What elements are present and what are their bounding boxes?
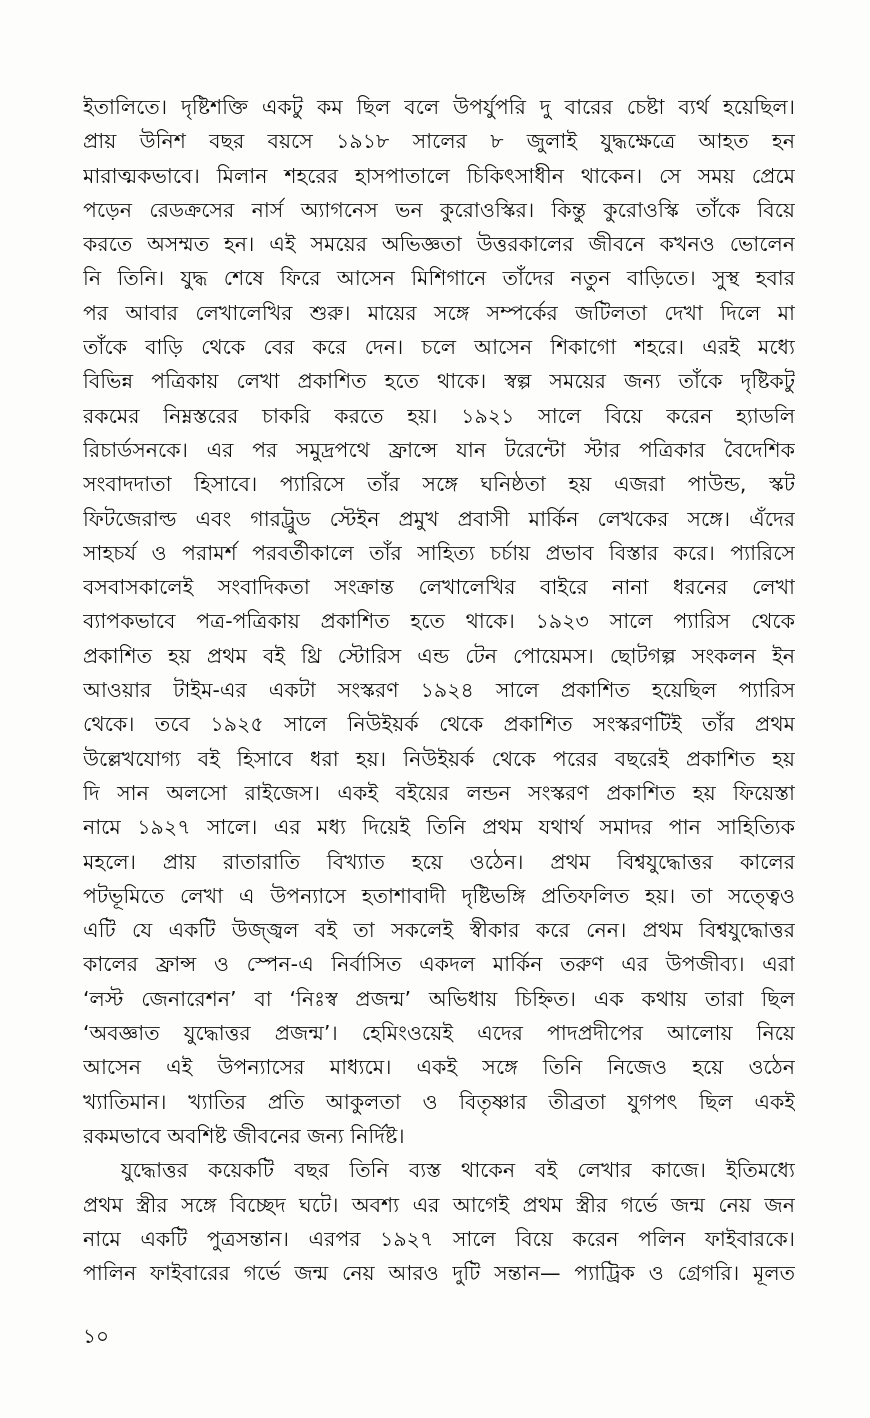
text-line: খ্যাতিমান। খ্যাতির প্রতি আকুলতা ও বিতৃষ্ণার তীব্রতা যুগপৎ ছিল একই [83, 1089, 795, 1114]
text-line: প্রথম স্ত্রীর সঙ্গে বিচ্ছেদ ঘটে। অবশ্য এর আগেই প্রথম স্ত্রীর গর্ভে জন্ম নেয় জন [83, 1192, 795, 1217]
text-line: পর আবার লেখালেখির শুরু। মায়ের সঙ্গে সম্পর্কের জটিলতা দেখা দিলে মা [83, 300, 795, 325]
text-line: মহলে। প্রায় রাতারাতি বিখ্যাত হয়ে ওঠেন। প্রথম বিশ্বযুদ্ধোত্তর কালের [83, 849, 795, 874]
text-line: দি সান অলসো রাইজেস। একই বইয়ের লন্ডন সংস্করণ প্রকাশিত হয় ফিয়েস্তা [83, 780, 795, 805]
text-line: নি তিনি। যুদ্ধ শেষে ফিরে আসেন মিশিগানে তাঁদের নতুন বাড়িতে। সুস্থ হবার [83, 266, 795, 291]
text-line: আসেন এই উপন্যাসের মাধ্যমে। একই সঙ্গে তিনি নিজেও হয়ে ওঠেন [83, 1055, 795, 1080]
text-line: করতে অসম্মত হন। এই সময়ের অভিজ্ঞতা উত্তরকালের জীবনে কখনও ভোলেন [83, 232, 795, 257]
text-line: রকমভাবে অবশিষ্ট জীবনের জন্য নির্দিষ্ট। [83, 1123, 405, 1148]
text-line: ফিটজেরাল্ড এবং গারট্রুড স্টেইন প্রমুখ প্রবাসী মার্কিন লেখকের সঙ্গে। এঁদের [83, 506, 795, 531]
text-line: থেকে। তবে ১৯২৫ সালে নিউইয়র্ক থেকে প্রকাশিত সংস্করণটিই তাঁর প্রথম [83, 712, 795, 737]
text-line: এটি যে একটি উজ্জ্বল বই তা সকলেই স্বীকার করে নেন। প্রথম বিশ্বযুদ্ধোত্তর [83, 918, 795, 943]
text-line: প্রায় উনিশ বছর বয়সে ১৯১৮ সালের ৮ জুলাই যুদ্ধক্ষেত্রে আহত হন [83, 129, 795, 154]
text-line: সাহচর্য ও পরামর্শ পরবর্তীকালে তাঁর সাহিত্য চর্চায় প্রভাব বিস্তার করে। প্যারিসে [83, 540, 795, 565]
text-line: রিচার্ডসনকে। এর পর সমুদ্রপথে ফ্রান্সে যান টরেন্টো স্টার পত্রিকার বৈদেশিক [83, 437, 795, 462]
text-line: সংবাদদাতা হিসাবে। প্যারিসে তাঁর সঙ্গে ঘনিষ্ঠতা হয় এজরা পাউন্ড, স্কট [83, 472, 795, 497]
text-line: প্রকাশিত হয় প্রথম বই থ্রি স্টোরিস এন্ড টেন পোয়েমস। ছোটগল্প সংকলন ইন [83, 643, 795, 668]
paragraph-1 [83, 90, 795, 1153]
text-line: মারাত্মকভাবে। মিলান শহরের হাসপাতালে চিকিৎসাধীন থাকেন। সে সময় প্রেমে [83, 163, 795, 188]
paragraph-2 [83, 1153, 795, 1290]
text-line: ইতালিতে। দৃষ্টিশক্তি একটু কম ছিল বলে উপর্যুপরি দু বারের চেষ্টা ব্যর্থ হয়েছিল। [83, 95, 795, 119]
text-line: যুদ্ধোত্তর কয়েকটি বছর তিনি ব্যস্ত থাকেন বই লেখার কাজে। ইতিমধ্যে [121, 1158, 795, 1183]
text-line: নামে ১৯২৭ সালে। এর মধ্য দিয়েই তিনি প্রথম যথার্থ সমাদর পান সাহিত্যিক [83, 815, 795, 840]
text-line: নামে একটি পুত্রসন্তান। এরপর ১৯২৭ সালে বিয়ে করেন পলিন ফাইবারকে। [83, 1226, 795, 1251]
text-line: পটভূমিতে লেখা এ উপন্যাসে হতাশাবাদী দৃষ্টিভঙ্গি প্রতিফলিত হয়। তা সত্ত্বেও [83, 883, 795, 908]
text-line: তাঁকে বাড়ি থেকে বের করে দেন। চলে আসেন শিকাগো শহরে। এরই মধ্যে [83, 335, 795, 360]
page-number: ১০ [83, 1324, 109, 1348]
text-line: ‘লস্ট জেনারেশন’ বা ‘নিঃস্ব প্রজন্ম’ অভিধায় চিহ্নিত। এক কথায় তারা ছিল [83, 986, 795, 1011]
text-line: পড়েন রেডক্রসের নার্স অ্যাগনেস ভন কুরোওস্কির। কিন্তু কুরোওস্কি তাঁকে বিয়ে [83, 197, 795, 222]
text-line: রকমের নিম্নস্তরের চাকরি করতে হয়। ১৯২১ সালে বিয়ে করেন হ্যাডলি [83, 403, 795, 428]
text-line: আওয়ার টাইম-এর একটা সংস্করণ ১৯২৪ সালে প্রকাশিত হয়েছিল প্যারিস [83, 678, 795, 703]
text-line: বসবাসকালেই সংবাদিকতা সংক্রান্ত লেখালেখির বাইরে নানা ধরনের লেখা [83, 575, 795, 600]
text-line: ‘অবজ্ঞাত যুদ্ধোত্তর প্রজন্ম’। হেমিংওয়েই এদের পাদপ্রদীপের আলোয় নিয়ে [83, 1021, 795, 1046]
text-line: কালের ফ্রান্স ও স্পেন-এ নির্বাসিত একদল মার্কিন তরুণ এর উপজীব্য। এরা [83, 952, 795, 977]
text-line: বিভিন্ন পত্রিকায় লেখা প্রকাশিত হতে থাকে। স্বল্প সময়ের জন্য তাঁকে দৃষ্টিকটু [83, 369, 795, 394]
text-line: পালিন ফাইবারের গর্ভে জন্ম নেয় আরও দুটি সন্তান— প্যাট্রিক ও গ্রেগরি। মূলত [83, 1261, 795, 1286]
body-text [83, 90, 795, 1290]
text-line: উল্লেখযোগ্য বই হিসাবে ধরা হয়। নিউইয়র্ক থেকে পরের বছরেই প্রকাশিত হয় [83, 746, 795, 771]
text-line: ব্যাপকভাবে পত্র-পত্রিকায় প্রকাশিত হতে থাকে। ১৯২৩ সালে প্যারিস থেকে [83, 609, 795, 634]
